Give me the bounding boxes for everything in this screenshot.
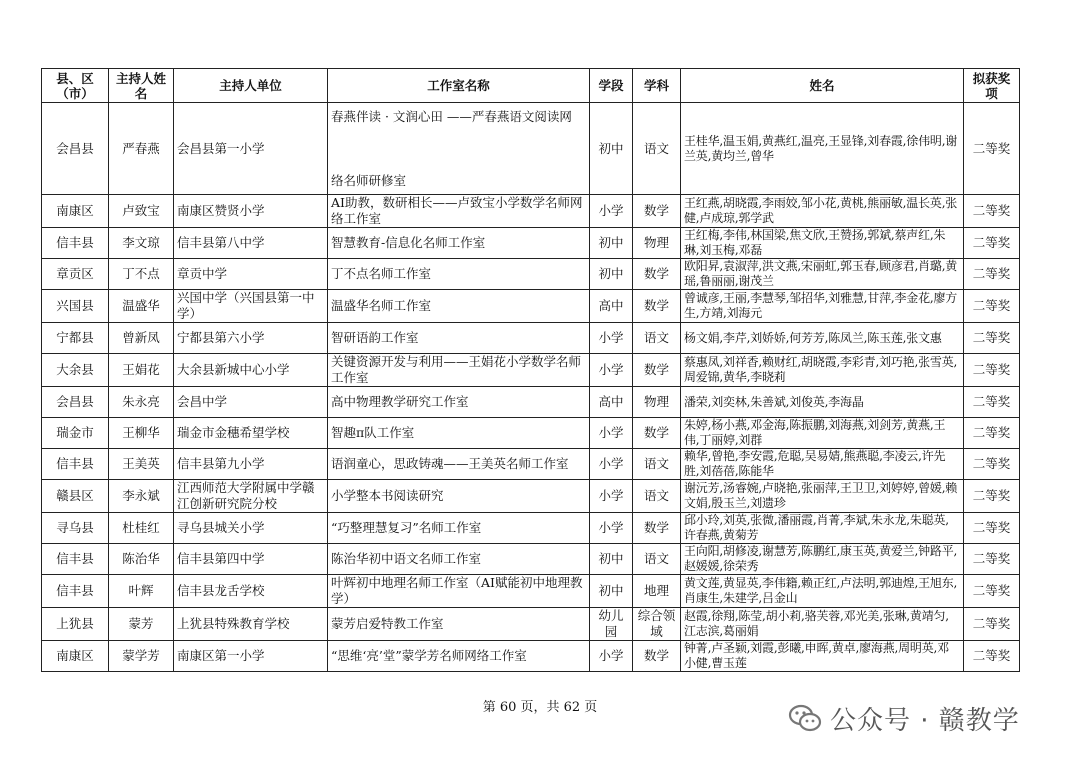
- cell-award: 二等奖: [964, 608, 1020, 641]
- cell-host: 李文琼: [109, 228, 174, 259]
- cell-stage: 初中: [590, 228, 633, 259]
- cell-host: 叶辉: [109, 575, 174, 608]
- cell-host: 李永斌: [109, 480, 174, 513]
- header-stage: 学段: [590, 69, 633, 103]
- cell-award: 二等奖: [964, 387, 1020, 418]
- cell-host: 蒙学芳: [109, 641, 174, 672]
- cell-award: 二等奖: [964, 354, 1020, 387]
- cell-studio: 丁不点名师工作室: [328, 259, 590, 290]
- cell-county: 信丰县: [42, 544, 109, 575]
- cell-subject: 语文: [633, 449, 681, 480]
- table-header-row: [42, 69, 1020, 103]
- cell-studio: 温盛华名师工作室: [328, 290, 590, 323]
- studio-line-2: 络名师研修室: [331, 172, 407, 188]
- cell-studio: 语润童心，思政铸魂——王美英名师工作室: [328, 449, 590, 480]
- cell-subject: 数学: [633, 259, 681, 290]
- cell-studio: 蒙芳启爱特教工作室: [328, 608, 590, 641]
- cell-award: 二等奖: [964, 480, 1020, 513]
- header-host: 主持人姓名: [109, 69, 174, 103]
- cell-stage: 高中: [590, 290, 633, 323]
- cell-unit: 宁都县第六小学: [174, 323, 328, 354]
- cell-subject: 语文: [633, 323, 681, 354]
- cell-stage: 初中: [590, 544, 633, 575]
- cell-subject: 综合领域: [633, 608, 681, 641]
- table-row: [42, 608, 1020, 641]
- cell-stage: 初中: [590, 103, 633, 195]
- cell-subject: 语文: [633, 544, 681, 575]
- header-studio: 工作室名称: [328, 69, 590, 103]
- cell-award: 二等奖: [964, 418, 1020, 449]
- cell-award: 二等奖: [964, 323, 1020, 354]
- cell-host: 曾新凤: [109, 323, 174, 354]
- cell-members: 赖华,曾艳,李安霞,危聪,吴易婧,熊燕聪,李凌云,许先胜,刘蓓蓓,陈能华: [681, 449, 964, 480]
- watermark: [788, 700, 1020, 736]
- cell-studio: AI助教，数研相长——卢致宝小学数学名师网络工作室: [328, 195, 590, 228]
- cell-subject: 物理: [633, 387, 681, 418]
- table-row: [42, 354, 1020, 387]
- cell-subject: 数学: [633, 418, 681, 449]
- cell-unit: 信丰县龙舌学校: [174, 575, 328, 608]
- table-row: [42, 259, 1020, 290]
- table-row: [42, 575, 1020, 608]
- cell-host: 严春燕: [109, 103, 174, 195]
- cell-award: 二等奖: [964, 290, 1020, 323]
- cell-subject: 数学: [633, 513, 681, 544]
- cell-award: 二等奖: [964, 228, 1020, 259]
- cell-subject: 语文: [633, 103, 681, 195]
- cell-studio: “思维‘亮’堂”蒙学芳名师网络工作室: [328, 641, 590, 672]
- cell-county: 会昌县: [42, 103, 109, 195]
- cell-unit: 会昌中学: [174, 387, 328, 418]
- cell-county: 会昌县: [42, 387, 109, 418]
- cell-members: 朱婷,杨小燕,邓金海,陈振鹏,刘海燕,刘剑芳,黄燕,王伟,丁丽婷,刘群: [681, 418, 964, 449]
- cell-unit: 瑞金市金穗希望学校: [174, 418, 328, 449]
- cell-members: 蔡惠凤,刘祥香,赖财红,胡晓霞,李彩青,刘巧艳,张雪英,周爱锦,黄华,李晓莉: [681, 354, 964, 387]
- cell-county: 瑞金市: [42, 418, 109, 449]
- cell-unit: 上犹县特殊教育学校: [174, 608, 328, 641]
- cell-stage: 初中: [590, 259, 633, 290]
- cell-county: 信丰县: [42, 449, 109, 480]
- cell-members: 邱小玲,刘英,张微,潘丽霞,肖菁,李斌,朱永龙,朱聪英,许春燕,黄菊芳: [681, 513, 964, 544]
- table-row: [42, 544, 1020, 575]
- cell-unit: 兴国中学（兴国县第一中学）: [174, 290, 328, 323]
- cell-members: 杨文娟,李芹,刘娇娇,何芳芳,陈凤兰,陈玉莲,张文惠: [681, 323, 964, 354]
- cell-unit: 信丰县第四中学: [174, 544, 328, 575]
- cell-subject: 物理: [633, 228, 681, 259]
- table-row: [42, 513, 1020, 544]
- table-row: [42, 641, 1020, 672]
- cell-members: 曾诚彦,王丽,李慧琴,邹招华,刘雅慧,甘萍,李金花,廖方生,方靖,刘海元: [681, 290, 964, 323]
- cell-studio: 智趣π队工作室: [328, 418, 590, 449]
- cell-stage: 初中: [590, 575, 633, 608]
- cell-county: 赣县区: [42, 480, 109, 513]
- cell-members: 黄文莲,黄显英,李伟籍,赖正红,卢法明,郭迪煌,王旭东,肖康生,朱建学,吕金山: [681, 575, 964, 608]
- cell-unit: 南康区第一小学: [174, 641, 328, 672]
- cell-stage: 小学: [590, 354, 633, 387]
- cell-subject: 数学: [633, 290, 681, 323]
- cell-studio: [328, 103, 590, 195]
- cell-county: 南康区: [42, 641, 109, 672]
- cell-members: 钟菁,卢圣颖,刘霞,彭曦,申晖,黄卓,廖海燕,周明英,邓小健,曹玉莲: [681, 641, 964, 672]
- cell-members: 欧阳昇,袁淑萍,洪文燕,宋丽虹,郭玉春,顾彦君,肖璐,黄瑶,鲁丽丽,谢茂兰: [681, 259, 964, 290]
- header-unit: 主持人单位: [174, 69, 328, 103]
- page-number: 第 60 页，共 62 页: [482, 700, 598, 715]
- cell-county: 寻乌县: [42, 513, 109, 544]
- cell-unit: 南康区赞贤小学: [174, 195, 328, 228]
- cell-award: 二等奖: [964, 259, 1020, 290]
- cell-host: 丁不点: [109, 259, 174, 290]
- cell-members: 潘荣,刘奕林,朱善斌,刘俊英,李海晶: [681, 387, 964, 418]
- table-row: [42, 480, 1020, 513]
- cell-subject: 数学: [633, 641, 681, 672]
- table-row: [42, 228, 1020, 259]
- cell-studio: 小学整本书阅读研究: [328, 480, 590, 513]
- wechat-icon: [788, 703, 822, 733]
- cell-members: 赵霞,徐翔,陈莹,胡小莉,骆芙蓉,邓光美,张琳,黄靖匀,江志滨,葛丽娟: [681, 608, 964, 641]
- cell-members: 王桂华,温玉娟,黄燕红,温亮,王显锋,刘春霞,徐伟明,谢兰英,黄均兰,曾华: [681, 103, 964, 195]
- cell-stage: 小学: [590, 480, 633, 513]
- cell-stage: 幼儿园: [590, 608, 633, 641]
- cell-stage: 小学: [590, 449, 633, 480]
- cell-award: 二等奖: [964, 575, 1020, 608]
- cell-members: 王向阳,胡修凌,谢慧芳,陈鹏红,康玉英,黄爱兰,钟路平,赵媛媛,徐荣秀: [681, 544, 964, 575]
- cell-host: 蒙芳: [109, 608, 174, 641]
- cell-unit: 寻乌县城关小学: [174, 513, 328, 544]
- cell-unit: 大余县新城中心小学: [174, 354, 328, 387]
- cell-studio: 高中物理教学研究工作室: [328, 387, 590, 418]
- cell-host: 朱永亮: [109, 387, 174, 418]
- cell-county: 宁都县: [42, 323, 109, 354]
- cell-host: 杜桂红: [109, 513, 174, 544]
- cell-unit: 章贡中学: [174, 259, 328, 290]
- cell-unit: 信丰县第九小学: [174, 449, 328, 480]
- cell-studio: 智研语韵工作室: [328, 323, 590, 354]
- cell-members: 王红燕,胡晓霞,李雨姣,邹小花,黄桃,熊丽敏,温长英,张健,卢成琼,郭学武: [681, 195, 964, 228]
- cell-stage: 小学: [590, 323, 633, 354]
- header-members: 姓名: [681, 69, 964, 103]
- table-row: [42, 449, 1020, 480]
- cell-host: 王美英: [109, 449, 174, 480]
- cell-subject: 数学: [633, 354, 681, 387]
- cell-award: 二等奖: [964, 195, 1020, 228]
- cell-county: 章贡区: [42, 259, 109, 290]
- table-row: [42, 103, 1020, 195]
- cell-stage: 高中: [590, 387, 633, 418]
- cell-award: 二等奖: [964, 641, 1020, 672]
- cell-stage: 小学: [590, 641, 633, 672]
- cell-county: 大余县: [42, 354, 109, 387]
- cell-host: 卢致宝: [109, 195, 174, 228]
- cell-county: 南康区: [42, 195, 109, 228]
- cell-host: 温盛华: [109, 290, 174, 323]
- cell-unit: 信丰县第八中学: [174, 228, 328, 259]
- cell-award: 二等奖: [964, 544, 1020, 575]
- table-row: [42, 387, 1020, 418]
- cell-county: 上犹县: [42, 608, 109, 641]
- cell-subject: 地理: [633, 575, 681, 608]
- cell-stage: 小学: [590, 513, 633, 544]
- cell-unit: 江西师范大学附属中学赣江创新研究院分校: [174, 480, 328, 513]
- cell-county: 信丰县: [42, 575, 109, 608]
- cell-studio: 陈治华初中语文名师工作室: [328, 544, 590, 575]
- cell-members: 王红梅,李伟,林国梁,焦文欣,王赞扬,郭斌,蔡声红,朱琳,刘玉梅,邓磊: [681, 228, 964, 259]
- cell-studio: 智慧教育-信息化名师工作室: [328, 228, 590, 259]
- table-row: [42, 290, 1020, 323]
- cell-studio: 叶辉初中地理名师工作室（AI赋能初中地理教学）: [328, 575, 590, 608]
- cell-county: 兴国县: [42, 290, 109, 323]
- award-table: [41, 68, 1020, 672]
- header-subject: 学科: [633, 69, 681, 103]
- cell-stage: 小学: [590, 195, 633, 228]
- table-row: [42, 323, 1020, 354]
- cell-county: 信丰县: [42, 228, 109, 259]
- header-county: 县、区（市）: [42, 69, 109, 103]
- cell-subject: 数学: [633, 195, 681, 228]
- cell-host: 王柳华: [109, 418, 174, 449]
- cell-award: 二等奖: [964, 449, 1020, 480]
- cell-award: 二等奖: [964, 103, 1020, 195]
- table-row: [42, 195, 1020, 228]
- watermark-text: 公众号 · 赣教学: [830, 705, 1020, 736]
- cell-members: 谢沅芳,汤睿婉,卢晓艳,张丽萍,王卫卫,刘婷婷,曾媛,赖文娟,殷玉兰,刘遗珍: [681, 480, 964, 513]
- cell-studio: 关键资源开发与利用——王娟花小学数学名师工作室: [328, 354, 590, 387]
- cell-unit: 会昌县第一小学: [174, 103, 328, 195]
- cell-host: 陈治华: [109, 544, 174, 575]
- cell-award: 二等奖: [964, 513, 1020, 544]
- header-award: 拟获奖项: [964, 69, 1020, 103]
- cell-subject: 语文: [633, 480, 681, 513]
- cell-host: 王娟花: [109, 354, 174, 387]
- cell-studio: “巧整理慧复习”名师工作室: [328, 513, 590, 544]
- studio-line-1: 春燕伴读 · 文润心田 ——严春燕语文阅读网: [331, 108, 572, 124]
- table-row: [42, 418, 1020, 449]
- cell-stage: 小学: [590, 418, 633, 449]
